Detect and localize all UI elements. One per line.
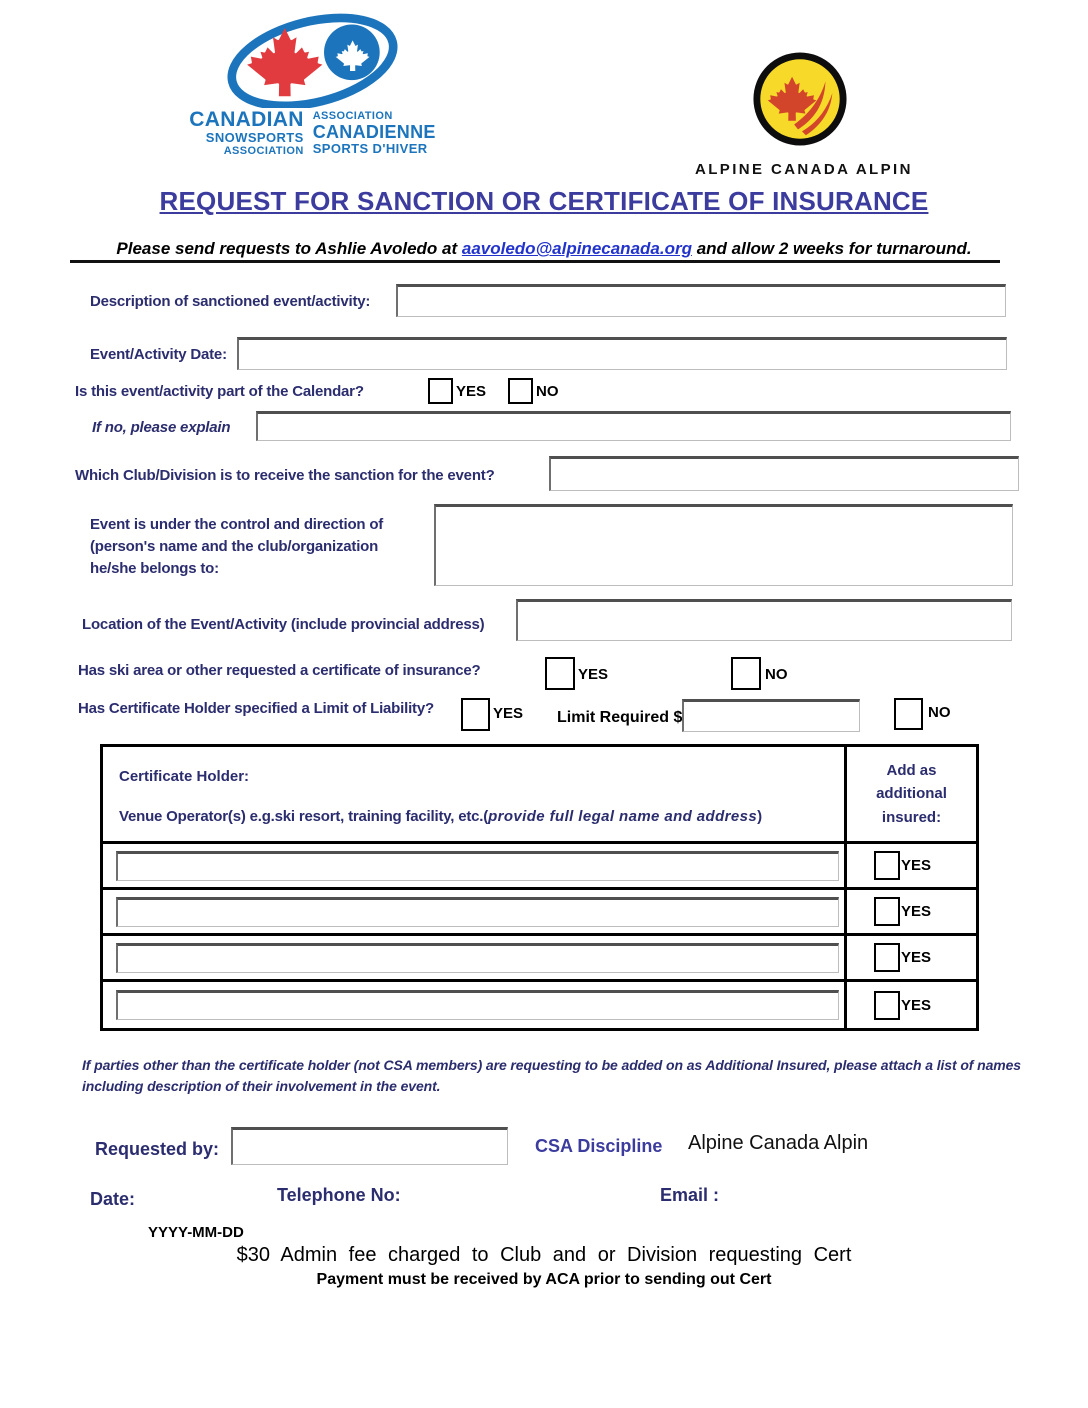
location-label: Location of the Event/Activity (include provincial address) bbox=[82, 616, 485, 633]
venue-row-input-3[interactable] bbox=[116, 943, 839, 973]
calendar-no-label: NO bbox=[536, 383, 559, 400]
cert-no-label: NO bbox=[765, 666, 788, 683]
event-date-label: Event/Activity Date: bbox=[90, 346, 227, 363]
venue-row-input-2[interactable] bbox=[116, 897, 839, 927]
limit-required-label: Limit Required $ bbox=[557, 709, 683, 726]
limit-required-input[interactable] bbox=[682, 699, 860, 732]
table-header-left bbox=[103, 747, 847, 844]
payment-line: Payment must be received by ACA prior to sending out Cert bbox=[316, 1271, 772, 1288]
liability-yes-checkbox[interactable] bbox=[461, 698, 490, 731]
explain-label: If no, please explain bbox=[92, 419, 231, 436]
subtitle-suffix: and allow 2 weeks for turnaround. bbox=[691, 239, 972, 258]
calendar-yes-label: YES bbox=[456, 383, 487, 400]
liability-no-label: NO bbox=[928, 704, 951, 721]
requested-by-label: Requested by: bbox=[95, 1139, 220, 1159]
aca-logo-graphic bbox=[751, 50, 849, 148]
venue-row-yes-label: YES bbox=[901, 857, 932, 874]
admin-fee-line: $30 Admin fee charged to Club and or Division requesting Cert bbox=[236, 1244, 852, 1266]
liability-question-label: Has Certificate Holder specified a Limit of Liability? bbox=[78, 700, 434, 717]
cert-yes-checkbox[interactable] bbox=[545, 657, 575, 690]
date-label: Date: bbox=[90, 1189, 136, 1209]
description-label: Description of sanctioned event/activity: bbox=[90, 293, 371, 310]
venue-row-yes-checkbox-1[interactable] bbox=[874, 851, 900, 880]
table-row bbox=[103, 982, 847, 1028]
csa-discipline-label: CSA Discipline bbox=[535, 1136, 663, 1156]
venue-operator-label: Venue Operator(s) e.g.ski resort, training facility, etc.(provide full legal name and address) bbox=[119, 808, 762, 825]
table-row-insured bbox=[847, 982, 976, 1028]
cert-yes-label: YES bbox=[578, 666, 609, 683]
calendar-yes-checkbox[interactable] bbox=[428, 378, 453, 404]
venue-row-yes-checkbox-3[interactable] bbox=[874, 943, 900, 972]
liability-no-checkbox[interactable] bbox=[894, 698, 923, 730]
table-row bbox=[103, 844, 847, 890]
liability-yes-label: YES bbox=[493, 705, 524, 722]
club-question-label: Which Club/Division is to receive the sanction for the event? bbox=[75, 467, 495, 484]
requested-by-input[interactable] bbox=[231, 1127, 508, 1165]
email-link[interactable]: aavoledo@alpinecanada.org bbox=[461, 239, 692, 258]
calendar-question-label: Is this event/activity part of the Calendar? bbox=[75, 383, 364, 400]
csa-word: SPORTS D'HIVER bbox=[312, 141, 428, 156]
venue-row-yes-label: YES bbox=[901, 996, 932, 1014]
telephone-label: Telephone No: bbox=[277, 1185, 401, 1205]
additional-insured-note: If parties other than the certificate holder (not CSA members) are requesting to be added on as Additional Insured, please attach a list of names including description of their involvement in the event. bbox=[82, 1057, 1021, 1094]
subtitle-prefix: Please send requests to Ashlie Avoledo at bbox=[116, 239, 462, 258]
location-input[interactable] bbox=[516, 599, 1012, 641]
csa-word: CANADIENNE bbox=[312, 122, 436, 142]
table-row-insured bbox=[847, 844, 976, 890]
csa-word: ASSOCIATION bbox=[312, 110, 393, 122]
venue-row-yes-checkbox-2[interactable] bbox=[874, 897, 900, 926]
csa-word: ASSOCIATION bbox=[223, 145, 304, 157]
control-direction-textarea[interactable] bbox=[434, 504, 1013, 586]
table-row-insured bbox=[847, 936, 976, 982]
table-row bbox=[103, 890, 847, 936]
header-divider bbox=[70, 260, 1000, 263]
table-row-insured bbox=[847, 890, 976, 936]
explain-input[interactable] bbox=[256, 411, 1011, 441]
date-format-hint: YYYY-MM-DD bbox=[148, 1224, 244, 1241]
add-insured-header: Add as additional insured: bbox=[847, 747, 976, 844]
calendar-no-checkbox[interactable] bbox=[508, 378, 533, 404]
cert-question-label: Has ski area or other requested a certificate of insurance? bbox=[78, 662, 481, 679]
venue-row-yes-label: YES bbox=[901, 903, 932, 920]
subtitle bbox=[0, 239, 1088, 259]
venue-row-input-1[interactable] bbox=[116, 851, 839, 881]
aca-logo-caption: ALPINE CANADA ALPIN bbox=[695, 161, 913, 178]
venue-row-input-4[interactable] bbox=[116, 990, 839, 1020]
csa-logo-graphic bbox=[215, 12, 410, 108]
csa-word: CANADIAN bbox=[189, 108, 304, 131]
page-title: REQUEST FOR SANCTION OR CERTIFICATE OF INSURANCE bbox=[159, 186, 929, 216]
aca-logo bbox=[695, 50, 913, 178]
csa-logo bbox=[185, 12, 440, 158]
venue-row-yes-label: YES bbox=[901, 949, 932, 966]
venue-row-yes-checkbox-4[interactable] bbox=[874, 991, 900, 1020]
csa-discipline-value: Alpine Canada Alpin bbox=[688, 1132, 869, 1154]
event-date-input[interactable] bbox=[237, 337, 1007, 370]
csa-word: SNOWSPORTS bbox=[205, 130, 304, 145]
email-label: Email : bbox=[660, 1185, 720, 1205]
club-division-input[interactable] bbox=[549, 456, 1019, 491]
control-direction-label: Event is under the control and direction of (person's name and the club/organization he/she belongs to: bbox=[90, 516, 384, 577]
table-row bbox=[103, 936, 847, 982]
certificate-holder-table bbox=[100, 744, 979, 1031]
certificate-holder-label: Certificate Holder: bbox=[119, 768, 250, 785]
cert-no-checkbox[interactable] bbox=[731, 657, 761, 690]
csa-logo-text bbox=[185, 110, 440, 158]
description-input[interactable] bbox=[396, 284, 1006, 317]
